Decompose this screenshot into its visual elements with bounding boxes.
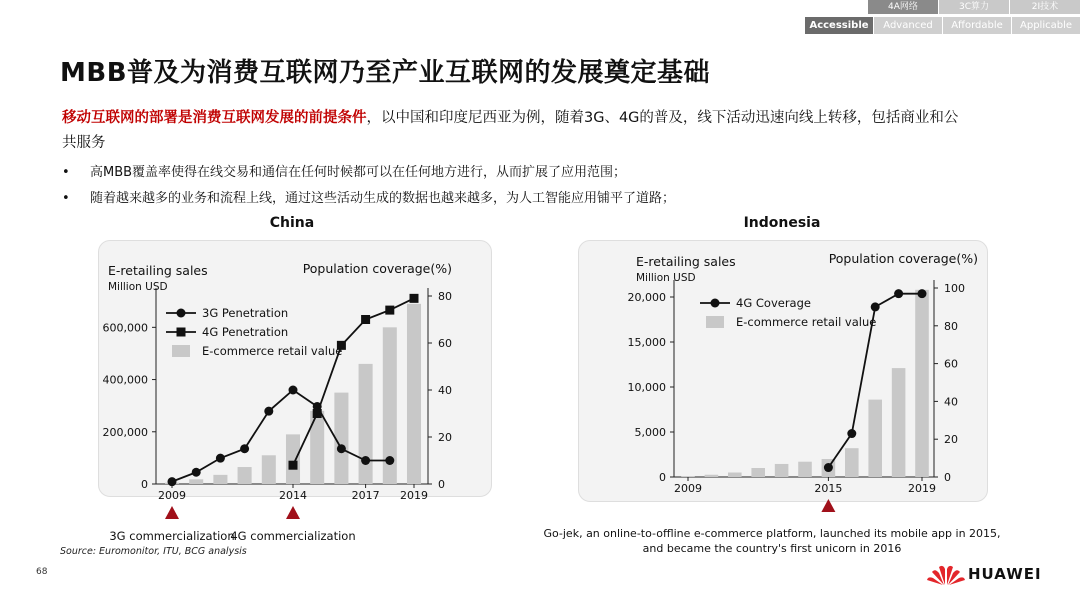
indo-legend-label: E-commerce retail value xyxy=(736,315,877,329)
page-title: MBB普及为消费互联网乃至产业互联网的发展奠定基础 xyxy=(60,58,711,88)
indo-bar xyxy=(751,468,765,477)
indo-y2-tick-label: 20 xyxy=(944,433,958,447)
china-y2-tick-label: 40 xyxy=(438,384,452,397)
indo-y-axis-title: E-retailing sales xyxy=(636,254,736,269)
indo-point xyxy=(824,463,833,472)
china-y2-tick-label: 20 xyxy=(438,431,452,444)
indo-y-tick-label: 10,000 xyxy=(627,381,666,394)
indo-y2-tick-label: 40 xyxy=(944,395,958,409)
china-legend-label: 3G Penetration xyxy=(202,306,289,320)
indo-bar xyxy=(681,476,695,477)
indo-legend-swatch xyxy=(706,316,724,328)
china-y-axis-unit: Million USD xyxy=(108,281,168,293)
indo-x-tick-label: 2015 xyxy=(814,482,843,495)
indo-y2-tick-label: 100 xyxy=(944,282,965,295)
bullet-text: 随着越来越多的业务和流程上线，通过这些活动生成的数据也越来越多，为人工智能应用铺平了道路； xyxy=(90,191,676,206)
indo-y2-tick-label: 0 xyxy=(944,471,951,484)
indo-y-tick-label: 0 xyxy=(659,471,666,484)
indo-x-tick-label: 2019 xyxy=(908,482,936,495)
china-x-tick-label: 2009 xyxy=(158,489,186,502)
indo-bar xyxy=(892,368,906,477)
indonesia-chart-title: Indonesia xyxy=(743,215,821,231)
indo-y-tick-label: 5,000 xyxy=(634,426,666,439)
indo-point xyxy=(918,289,927,298)
china-x-tick-label: 2019 xyxy=(400,489,428,502)
indo-y2-tick-label: 80 xyxy=(944,319,958,333)
china-chart-title: China xyxy=(269,215,315,231)
indo-bar xyxy=(798,462,812,477)
page-number: 68 xyxy=(36,567,48,577)
source-note: Source: Euromonitor, ITU, BCG analysis xyxy=(60,546,247,557)
china-y-tick-label: 0 xyxy=(141,478,148,491)
china-y2-axis-title: Population coverage(%) xyxy=(302,261,452,276)
china-annotation-label: 4G commercialization xyxy=(230,529,356,543)
indo-y2-tick-label: 60 xyxy=(944,357,958,371)
indo-point xyxy=(871,302,880,311)
indo-point xyxy=(894,289,903,298)
china-annotation-label: 3G commercialization xyxy=(109,529,235,543)
indo-y-axis-unit: Million USD xyxy=(636,272,696,284)
china-y-axis-title: E-retailing sales xyxy=(108,263,208,278)
china-legend-label: 4G Penetration xyxy=(202,325,289,339)
china-x-tick-label: 2017 xyxy=(351,489,380,502)
indo-x-tick-label: 2009 xyxy=(674,482,702,495)
indo-y2-axis-title: Population coverage(%) xyxy=(828,251,978,266)
tab-2i-technology[interactable]: 2I技术 xyxy=(1009,0,1080,14)
indo-bar xyxy=(868,400,882,477)
bullet-marker: • xyxy=(62,165,70,180)
lead-rest: ，以中国和印度尼西亚为例，随着3G、4G的普及，线下活动迅速向线上转移，包括商业和公共服务 xyxy=(62,110,959,151)
tab-affordable[interactable]: Affordable xyxy=(942,17,1011,34)
indo-y-tick-label: 15,000 xyxy=(627,336,666,349)
china-legend-label: E-commerce retail value xyxy=(202,344,343,358)
indo-bar xyxy=(915,290,929,477)
tab-advanced[interactable]: Advanced xyxy=(873,17,942,34)
indo-bar xyxy=(728,473,742,478)
lead-highlight: 移动互联网的部署是消费互联网发展的前提条件 xyxy=(62,110,367,126)
china-y2-tick-label: 80 xyxy=(438,290,452,303)
indo-legend-marker xyxy=(711,299,720,308)
bullet-text: 高MBB覆盖率使得在线交易和通信在任何时候都可以在任何地方进行，从而扩展了应用范围； xyxy=(90,165,627,180)
indo-point xyxy=(847,429,856,438)
china-x-tick-label: 2014 xyxy=(279,489,307,502)
tab-applicable[interactable]: Applicable xyxy=(1011,17,1080,34)
huawei-logo-icon xyxy=(926,561,966,587)
china-y2-tick-label: 60 xyxy=(438,337,452,350)
indo-annotation-triangle xyxy=(821,499,835,512)
indo-legend-label: 4G Coverage xyxy=(736,296,811,310)
indo-annotation-label: Go-jek, an online-to-offline e-commerce platform, launched its mobile app in 2015, xyxy=(543,527,1001,540)
china-y-tick-label: 200,000 xyxy=(102,425,148,439)
indo-annotation-label: and became the country's first unicorn in 2016 xyxy=(642,542,902,555)
china-y-tick-label: 400,000 xyxy=(102,373,148,387)
china-y-tick-label: 600,000 xyxy=(102,321,148,335)
indo-bar xyxy=(775,464,789,477)
indo-bar xyxy=(705,475,719,477)
indo-y-tick-label: 20,000 xyxy=(627,291,666,304)
indo-bar xyxy=(845,448,859,477)
bullet-marker: • xyxy=(62,191,70,206)
tab-accessible[interactable]: Accessible xyxy=(804,17,873,34)
china-y2-tick-label: 0 xyxy=(438,478,445,491)
brand-name: HUAWEI xyxy=(968,565,1042,583)
tab-4a-network[interactable]: 4A网络 xyxy=(867,0,938,14)
tab-3c-computing[interactable]: 3C算力 xyxy=(938,0,1009,14)
